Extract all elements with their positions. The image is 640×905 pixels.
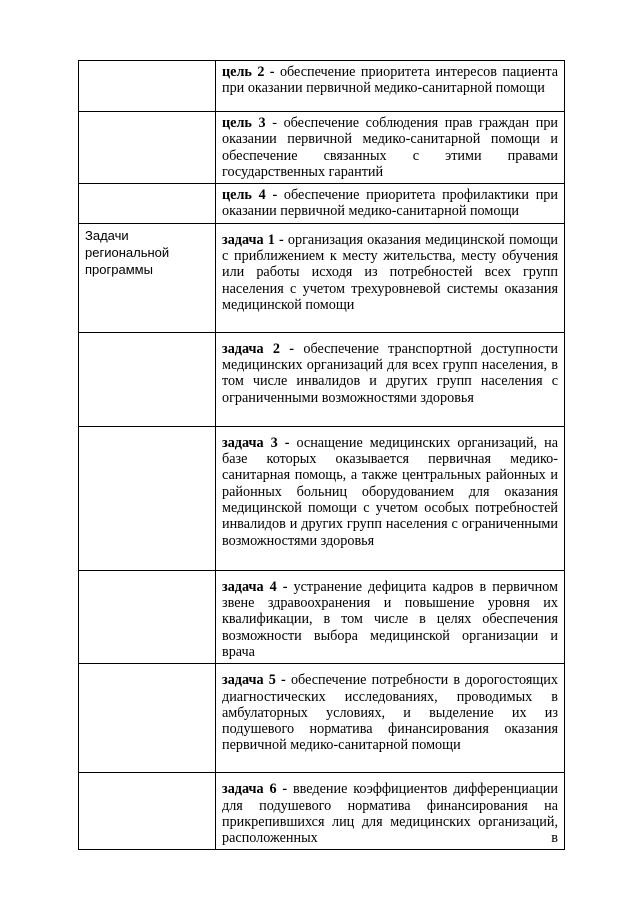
- task-1-text: задача 1 - организация оказания медицинской помощи с приближением к месту жительства, месту обучения или работы исходя из потребностей всех групп населения с учетом трехуровневой системы оказания медицинской помощи: [222, 231, 559, 313]
- task-5-text: задача 5 - обеспечение потребности в дорогостоящих диагностических исследованиях, проводимых в амбулаторных условиях, и выделение их из подушевого норматива финансирования оказания первичной медико-санитарной помощи: [222, 672, 558, 754]
- table-row: [79, 332, 565, 426]
- goal-3-label: цель 3: [222, 115, 266, 131]
- goal-4-text: цель 4 - обеспечение приоритета профилактики при оказании первичной медико-санитарной помощи: [222, 187, 558, 220]
- left-cell: [79, 570, 216, 663]
- section-label: Задачи региональной программы: [85, 227, 170, 277]
- task-2-label: задача 2 -: [222, 340, 295, 357]
- program-table: [78, 60, 565, 850]
- left-cell: [79, 223, 216, 332]
- task-6-label: задача 6 -: [222, 781, 288, 798]
- left-cell: [79, 332, 216, 426]
- task-3-label: задача 3 -: [222, 434, 290, 451]
- left-cell: [79, 426, 216, 570]
- task-5-cell: [216, 664, 565, 773]
- goal-2-label: цель 2: [222, 64, 265, 80]
- table-row: [79, 223, 565, 332]
- task-2-cell: [216, 332, 565, 426]
- task-1-cell: [216, 223, 565, 332]
- task-6-text: задача 6 - введение коэффициентов дифференциации для подушевого норматива финансирования на прикрепившихся лиц для медицинских организаций, расположенных в: [222, 781, 558, 847]
- task-4-text: задача 4 - устранение дефицита кадров в первичном звене здравоохранения и повышение уровня их квалификации, в том числе в целях обеспечения возможности выбора медицинской организации и врача: [222, 578, 558, 660]
- table-row: [79, 426, 565, 570]
- task-4-cell: [216, 570, 565, 663]
- table-row: [79, 773, 565, 850]
- goal-3-cell: [216, 112, 565, 184]
- task-5-label: задача 5 -: [222, 672, 286, 689]
- table-row: [79, 61, 565, 112]
- left-cell: [79, 61, 216, 112]
- goal-2-cell: [216, 61, 565, 112]
- table-row: [79, 570, 565, 663]
- goal-2-text: цель 2 - обеспечение приоритета интересов пациента при оказании первичной медико-санитарной помощи: [222, 64, 559, 97]
- table-row: [79, 184, 565, 224]
- table-row: [79, 664, 565, 773]
- task-1-label: задача 1 -: [222, 231, 284, 248]
- left-cell: [79, 773, 216, 850]
- task-4-label: задача 4 -: [222, 578, 288, 595]
- left-cell: [79, 664, 216, 773]
- task-3-cell: [216, 426, 565, 570]
- table-row: [79, 112, 565, 184]
- task-3-text: задача 3 - оснащение медицинских организаций, на базе которых оказывается первичная медико-санитарная помощь, а также центральных районных и районных больниц оборудованием для оказания медицинской помощи с учетом особых потребностей инвалидов и других групп населения с ограниченными возможностями здоровья: [222, 434, 558, 549]
- left-cell: [79, 184, 216, 224]
- task-2-text: задача 2 - обеспечение транспортной доступности медицинских организаций для всех групп населения, в том числе инвалидов и других групп населения с ограниченными возможностями здоровья: [222, 340, 558, 406]
- left-cell: [79, 112, 216, 184]
- task-6-cell: [216, 773, 565, 850]
- goal-4-label: цель 4 -: [222, 187, 278, 204]
- goal-4-cell: [216, 184, 565, 224]
- goal-3-text: цель 3 - обеспечение соблюдения прав граждан при оказании первичной медико-санитарной помощи и обеспечение связанных с этими правами государственных гарантий: [222, 115, 558, 180]
